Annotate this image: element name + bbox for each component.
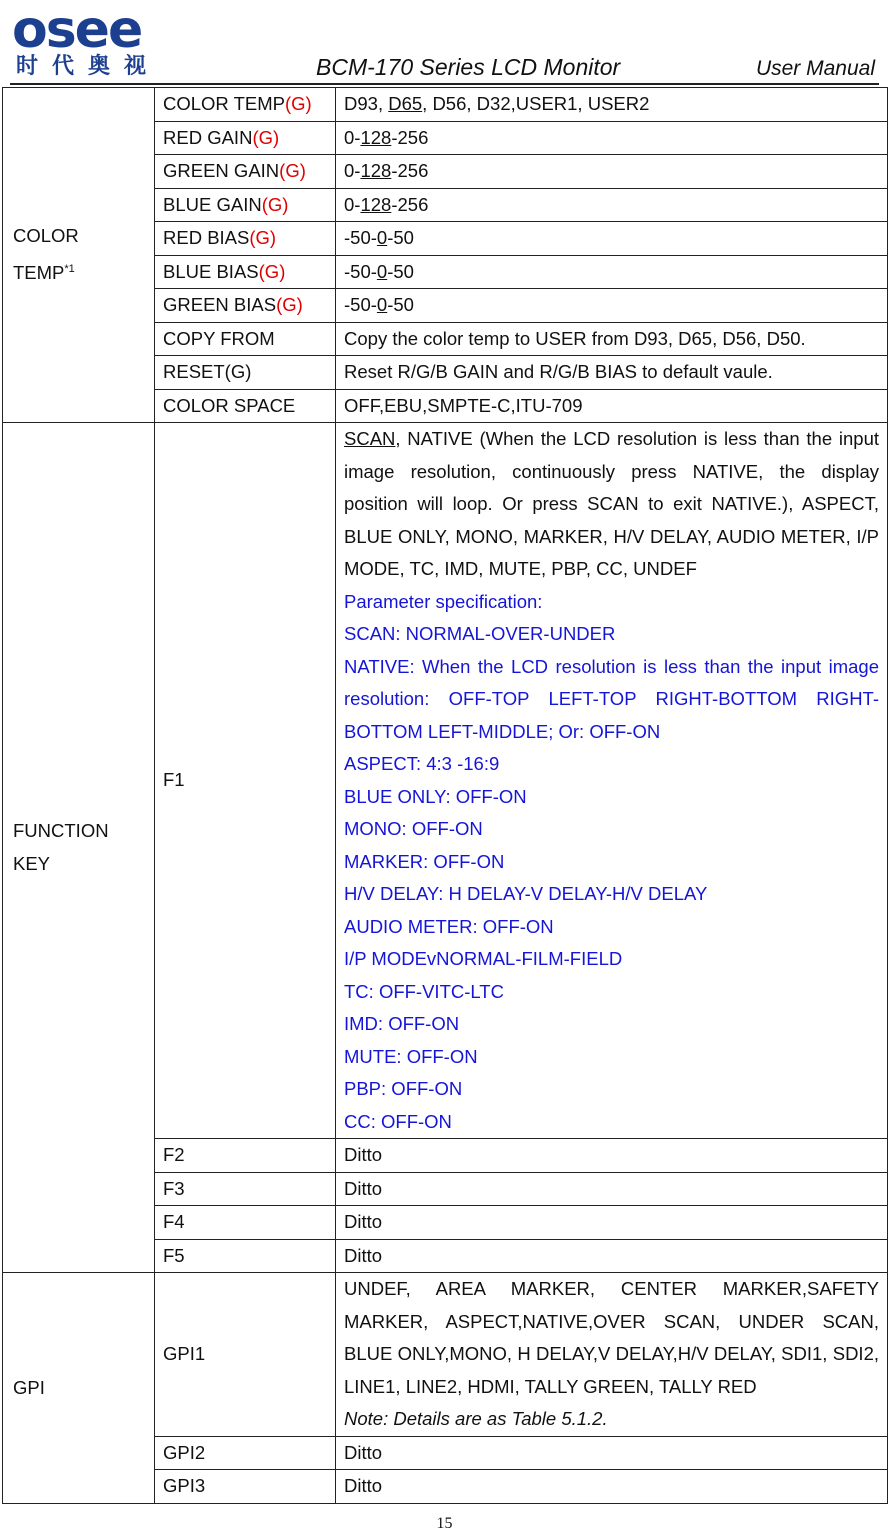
item-name: F1 — [155, 423, 336, 1139]
manual-label: User Manual — [755, 57, 875, 80]
item-name: GPI2 — [155, 1436, 336, 1470]
table-row — [3, 88, 888, 122]
item-value: -50-0-50 — [336, 222, 888, 256]
item-value: Reset R/G/B GAIN and R/G/B BIAS to default vaule. — [336, 356, 888, 390]
item-name: RED BIAS(G) — [155, 222, 336, 256]
item-value: 0-128-256 — [336, 188, 888, 222]
menu-spec-table — [2, 87, 888, 1504]
item-name: GREEN BIAS(G) — [155, 289, 336, 323]
f1-param-line: PBP: OFF-ON — [344, 1078, 463, 1099]
logo-chinese: 时代奥视 — [16, 54, 161, 79]
item-value: OFF,EBU,SMPTE-C,ITU-709 — [336, 389, 888, 423]
page-number: 15 — [436, 1515, 453, 1532]
item-value: Copy the color temp to USER from D93, D65, D56, D50. — [336, 322, 888, 356]
f1-description: SCAN, NATIVE (When the LCD resolution is less than the input image resolution, continuously press NATIVE, the display position will loop. Or press SCAN to exit NATIVE.), ASPECT, BLUE ONLY, MONO, MARKER, H/V DELAY, AUDIO METER, I/P MODE, TC, IMD, MUTE, PBP, CC, UNDEF Parameter specification: SCAN: NORMAL-OVER-UNDER NATIVE: When the LCD resolution is less than the input image resolution: OFF-TOP LEFT-TOP RIGHT-BOTTOM RIGHT-BOTTOM LEFT-MIDDLE; Or: OFF-ON ASPECT: 4:3 -16:9 BLUE ONLY: OFF-ON MONO: OFF-ON MARKER: OFF-ON H/V DELAY: H DELAY-V DELAY-H/V DELAY AUDIO METER: OFF-ON I/P MODEvNORMAL-FILM-FIELD TC: OFF-VITC-LTC IMD: OFF-ON MUTE: OFF-ON PBP: OFF-ON CC: OFF-ON — [336, 423, 888, 1139]
f1-param-line: CC: OFF-ON — [344, 1110, 452, 1132]
item-name: BLUE BIAS(G) — [155, 255, 336, 289]
f1-param-heading: Parameter specification: — [344, 590, 543, 612]
gpi1-note: Note: Details are as Table 5.1.2. — [344, 1408, 608, 1429]
item-name: F4 — [155, 1206, 336, 1240]
f1-param-line: ASPECT: 4:3 -16:9 — [344, 753, 500, 774]
table-row — [3, 423, 888, 1139]
item-value: Ditto — [336, 1436, 888, 1470]
item-name: COLOR SPACE — [155, 389, 336, 423]
item-value: 0-128-256 — [336, 155, 888, 189]
item-value: Ditto — [336, 1139, 888, 1173]
item-name: F2 — [155, 1139, 336, 1173]
item-name: RED GAIN(G) — [155, 121, 336, 155]
item-name: GPI3 — [155, 1470, 336, 1504]
f1-param-line: TC: OFF-VITC-LTC — [344, 980, 504, 1002]
f1-param-line: IMD: OFF-ON — [344, 1013, 460, 1034]
item-name: F3 — [155, 1172, 336, 1206]
table-row — [3, 1273, 888, 1437]
f1-param-line: MONO: OFF-ON — [344, 818, 483, 839]
section-label-color-temp: COLOR TEMP$^{*1}$ — [3, 88, 155, 423]
item-value: Ditto — [336, 1206, 888, 1240]
document-title: BCM-170 Series LCD Monitor — [316, 54, 621, 80]
item-name: BLUE GAIN(G) — [155, 188, 336, 222]
f1-param-line: NATIVE: When the LCD resolution is less than the input image resolution: OFF-TOP LEFT-TOP RIGHT-BOTTOM RIGHT-BOTTOM LEFT-MIDDLE; Or: OFF-ON — [344, 655, 879, 742]
osee-logo — [12, 0, 187, 80]
item-value: -50-0-50 — [336, 255, 888, 289]
logo-wordmark: osee — [12, 0, 142, 60]
item-value: Ditto — [336, 1470, 888, 1504]
f1-param-line: AUDIO METER: OFF-ON — [344, 915, 554, 937]
item-name: RESET(G) — [155, 356, 336, 390]
page-header — [0, 0, 889, 86]
item-name: COPY FROM — [155, 322, 336, 356]
f1-param-line: MARKER: OFF-ON — [344, 850, 505, 872]
gpi1-value: UNDEF, AREA MARKER, CENTER MARKER,SAFETY MARKER, ASPECT,NATIVE,OVER SCAN, UNDER SCAN, BLUE ONLY,MONO, H DELAY,V DELAY,H/V DELAY, SDI1, SDI2, LINE1, LINE2, HDMI, TALLY GREEN, TALLY RED Note: Details are as Table 5.1.2. — [336, 1273, 888, 1437]
header-divider — [10, 83, 879, 85]
item-name: GPI1 — [155, 1273, 336, 1437]
item-value: Ditto — [336, 1239, 888, 1273]
item-value: D93, D65, D56, D32,USER1, USER2 — [336, 88, 888, 122]
section-label-gpi: GPI — [3, 1273, 155, 1504]
f1-param-list — [344, 618, 879, 1138]
item-name: F5 — [155, 1239, 336, 1273]
item-value: -50-0-50 — [336, 289, 888, 323]
f1-param-line: BLUE ONLY: OFF-ON — [344, 785, 527, 807]
f1-param-line: H/V DELAY: H DELAY-V DELAY-H/V DELAY — [344, 883, 708, 904]
item-name: COLOR TEMP(G) — [155, 88, 336, 122]
f1-param-line: I/P MODEvNORMAL-FILM-FIELD — [344, 948, 623, 969]
item-name: GREEN GAIN(G) — [155, 155, 336, 189]
item-value: 0-128-256 — [336, 121, 888, 155]
item-value: Ditto — [336, 1172, 888, 1206]
f1-param-line: MUTE: OFF-ON — [344, 1045, 478, 1067]
section-label-function-key: FUNCTION KEY — [3, 423, 155, 1273]
f1-param-line: SCAN: NORMAL-OVER-UNDER — [344, 623, 616, 644]
